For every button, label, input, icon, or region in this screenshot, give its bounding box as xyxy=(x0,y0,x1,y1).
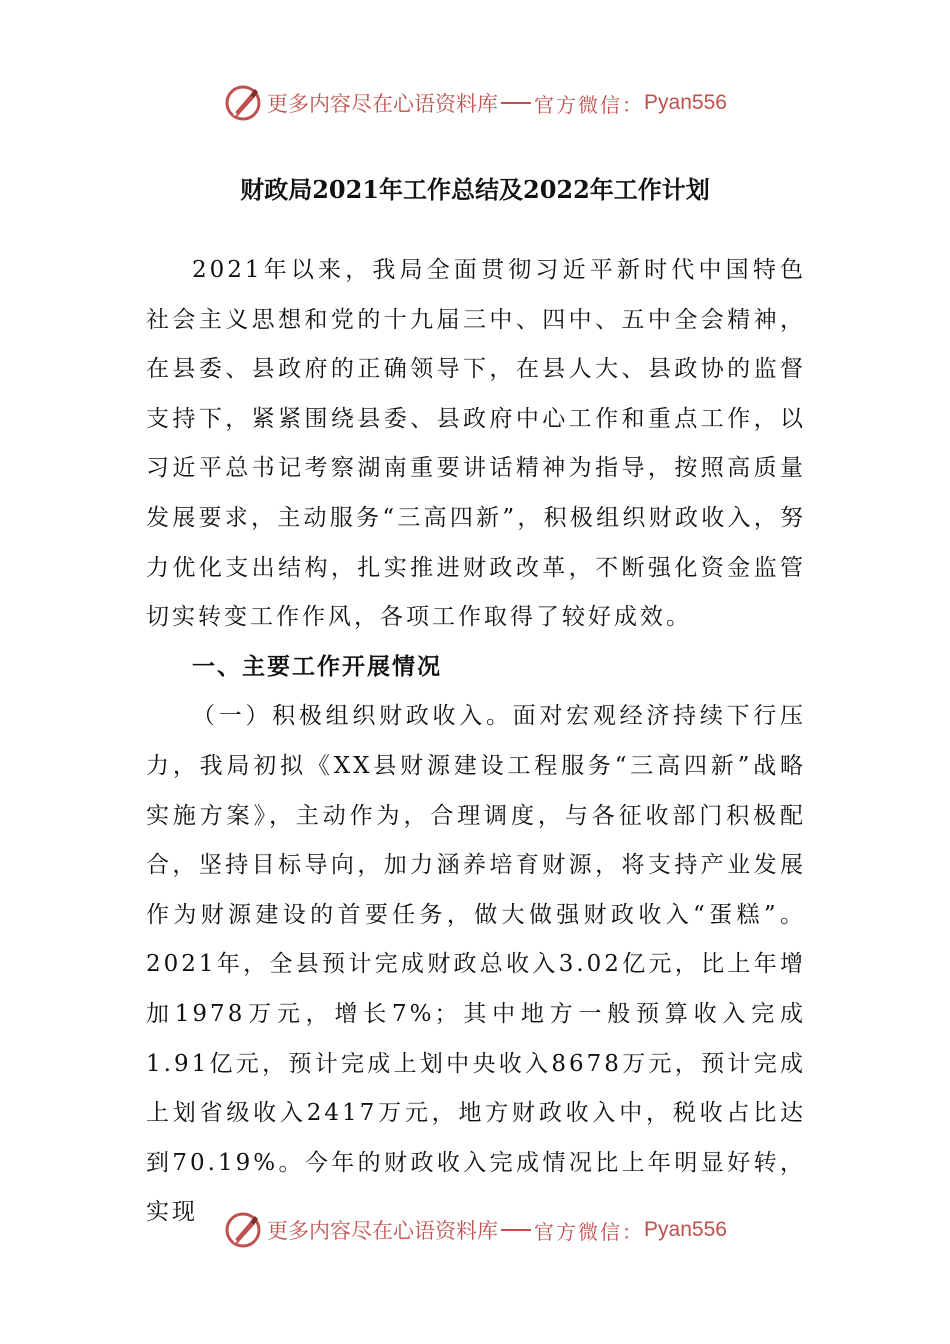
watermark-banner-top xyxy=(0,78,950,128)
section-heading-1: 一、主要工作开展情况 xyxy=(192,653,442,680)
document-body xyxy=(146,246,806,1238)
watermark-id-text: Pyan556 xyxy=(644,1218,727,1241)
watermark-main-text: 更多内容尽在心语资料库 xyxy=(267,1219,499,1243)
document-title: 财政局2021年工作总结及2022年工作计划 xyxy=(240,175,710,204)
watermark-dash xyxy=(501,102,531,104)
watermark-dash xyxy=(501,1229,531,1231)
section-1-paragraph-1: （一）积极组织财政收入。面对宏观经济持续下行压力，我局初拟《XX县财源建设工程服务“三高四新”战略实施方案》，主动作为，合理调度，与各征收部门积极配合，坚持目标导向，加力涵养培育财源，将支持产业发展作为财源建设的首要任务，做大做强财政收入“蛋糕”。2021年，全县预计完成财政总收入3.02亿元，比上年增加1978万元，增长7%；其中地方一般预算收入完成1.91亿元，预计完成上划中央收入8678万元，预计完成上划省级收入2417万元，地方财政收入中，税收占比达到70.19%。今年的财政收入完成情况比上年明显好转，实现 xyxy=(146,703,806,1226)
pen-logo-icon xyxy=(223,83,263,123)
intro-paragraph: 2021年以来，我局全面贯彻习近平新时代中国特色社会主义思想和党的十九届三中、四中、五中全会精神，在县委、县政府的正确领导下，在县人大、县政协的监督支持下，紧紧围绕县委、县政府中心工作和重点工作，以习近平总书记考察湖南重要讲话精神为指导，按照高质量发展要求，主动服务“三高四新”，积极组织财政收入，努力优化支出结构，扎实推进财政改革，不断强化资金监管切实转变工作作风，各项工作取得了较好成效。 xyxy=(146,257,806,631)
watermark-sub-text: 官方微信： xyxy=(534,1219,645,1244)
watermark-banner-bottom xyxy=(0,1205,950,1255)
pen-logo-icon xyxy=(223,1210,263,1250)
watermark-id-text: Pyan556 xyxy=(644,91,727,114)
watermark-sub-text: 官方微信： xyxy=(534,92,645,117)
watermark-main-text: 更多内容尽在心语资料库 xyxy=(267,92,499,116)
